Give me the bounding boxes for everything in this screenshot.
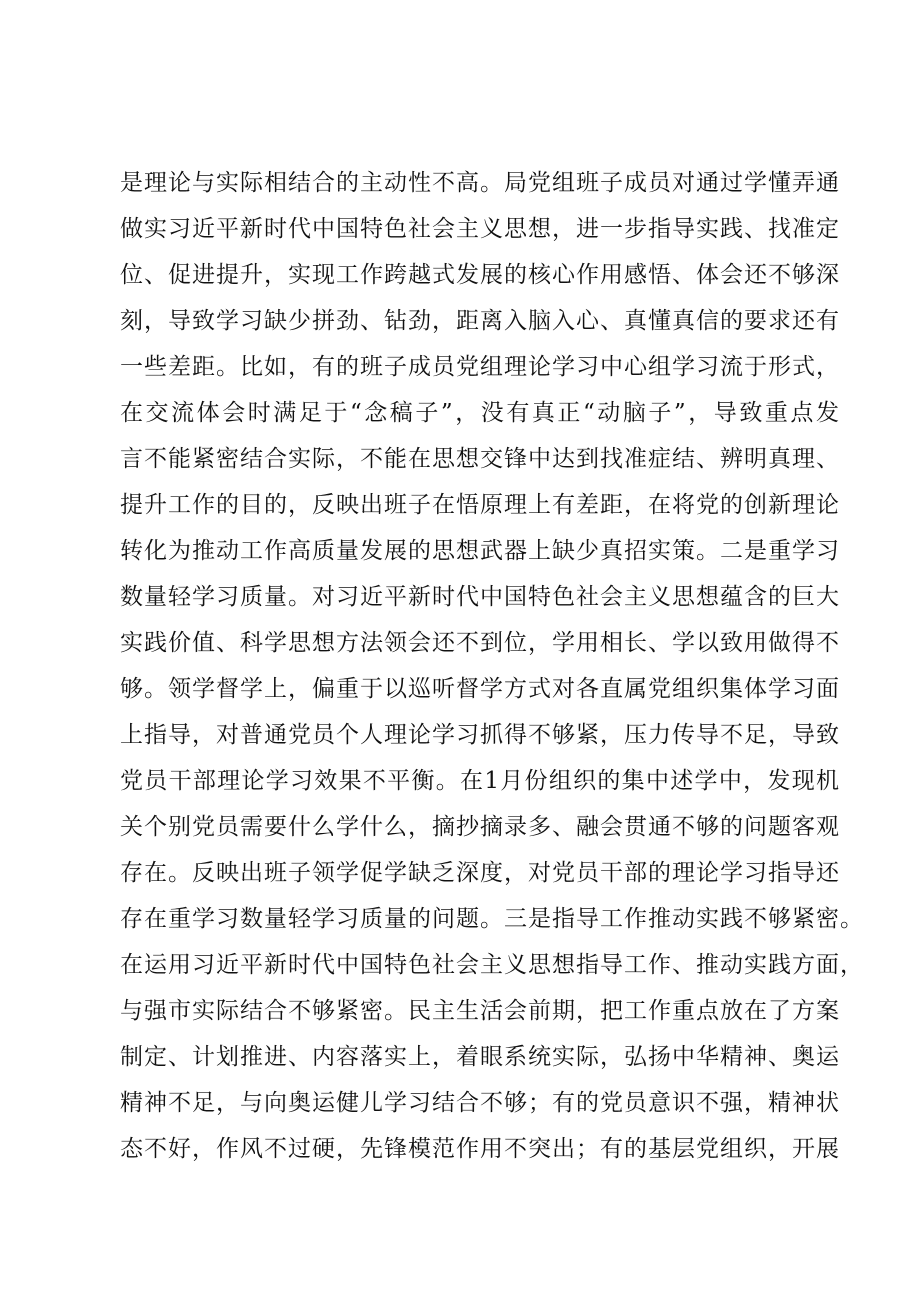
text-line: 存在。反映出班子领学促学缺乏深度，对党员干部的理论学习指导还: [120, 860, 840, 886]
text-line: 刻，导致学习缺少拼劲、钻劲，距离入脑入心、真懂真信的要求还有: [120, 308, 840, 334]
text-line: 态不好，作风不过硬，先锋模范作用不突出；有的基层党组织，开展: [120, 1136, 840, 1162]
text-line: 言不能紧密结合实际，不能在思想交锋中达到找准症结、辨明真理、: [120, 446, 840, 472]
text-line: 精神不足，与向奥运健儿学习结合不够；有的党员意识不强，精神状: [120, 1090, 840, 1116]
text-line: 与强市实际结合不够紧密。民主生活会前期，把工作重点放在了方案: [120, 998, 840, 1024]
text-line: 实践价值、科学思想方法领会还不到位，学用相长、学以致用做得不: [120, 630, 840, 656]
text-line: 转化为推动工作高质量发展的思想武器上缺少真招实策。二是重学习: [120, 538, 840, 564]
body-text: [120, 160, 864, 1172]
text-line: 位、促进提升，实现工作跨越式发展的核心作用感悟、体会还不够深: [120, 262, 840, 288]
text-line: 上指导，对普通党员个人理论学习抓得不够紧，压力传导不足，导致: [120, 722, 840, 748]
text-line: 够。领学督学上，偏重于以巡听督学方式对各直属党组织集体学习面: [120, 676, 840, 702]
text-line: 制定、计划推进、内容落实上，着眼系统实际，弘扬中华精神、奥运: [120, 1044, 840, 1070]
text-line: 关个别党员需要什么学什么，摘抄摘录多、融会贯通不够的问题客观: [120, 814, 840, 840]
text-line: 在运用习近平新时代中国特色社会主义思想指导工作、推动实践方面，: [120, 952, 864, 978]
text-line: 是理论与实际相结合的主动性不高。局党组班子成员对通过学懂弄通: [120, 170, 840, 196]
text-line: 一些差距。比如，有的班子成员党组理论学习中心组学习流于形式，: [120, 354, 840, 380]
text-line: 做实习近平新时代中国特色社会主义思想，进一步指导实践、找准定: [120, 216, 840, 242]
text-line: 存在重学习数量轻学习质量的问题。三是指导工作推动实践不够紧密。: [120, 906, 864, 932]
text-line: 党员干部理论学习效果不平衡。在1月份组织的集中述学中，发现机: [120, 768, 840, 794]
text-line: 在交流体会时满足于“念稿子”，没有真正“动脑子”，导致重点发: [120, 400, 840, 426]
text-line: 提升工作的目的，反映出班子在悟原理上有差距，在将党的创新理论: [120, 492, 840, 518]
text-line: 数量轻学习质量。对习近平新时代中国特色社会主义思想蕴含的巨大: [120, 584, 840, 610]
